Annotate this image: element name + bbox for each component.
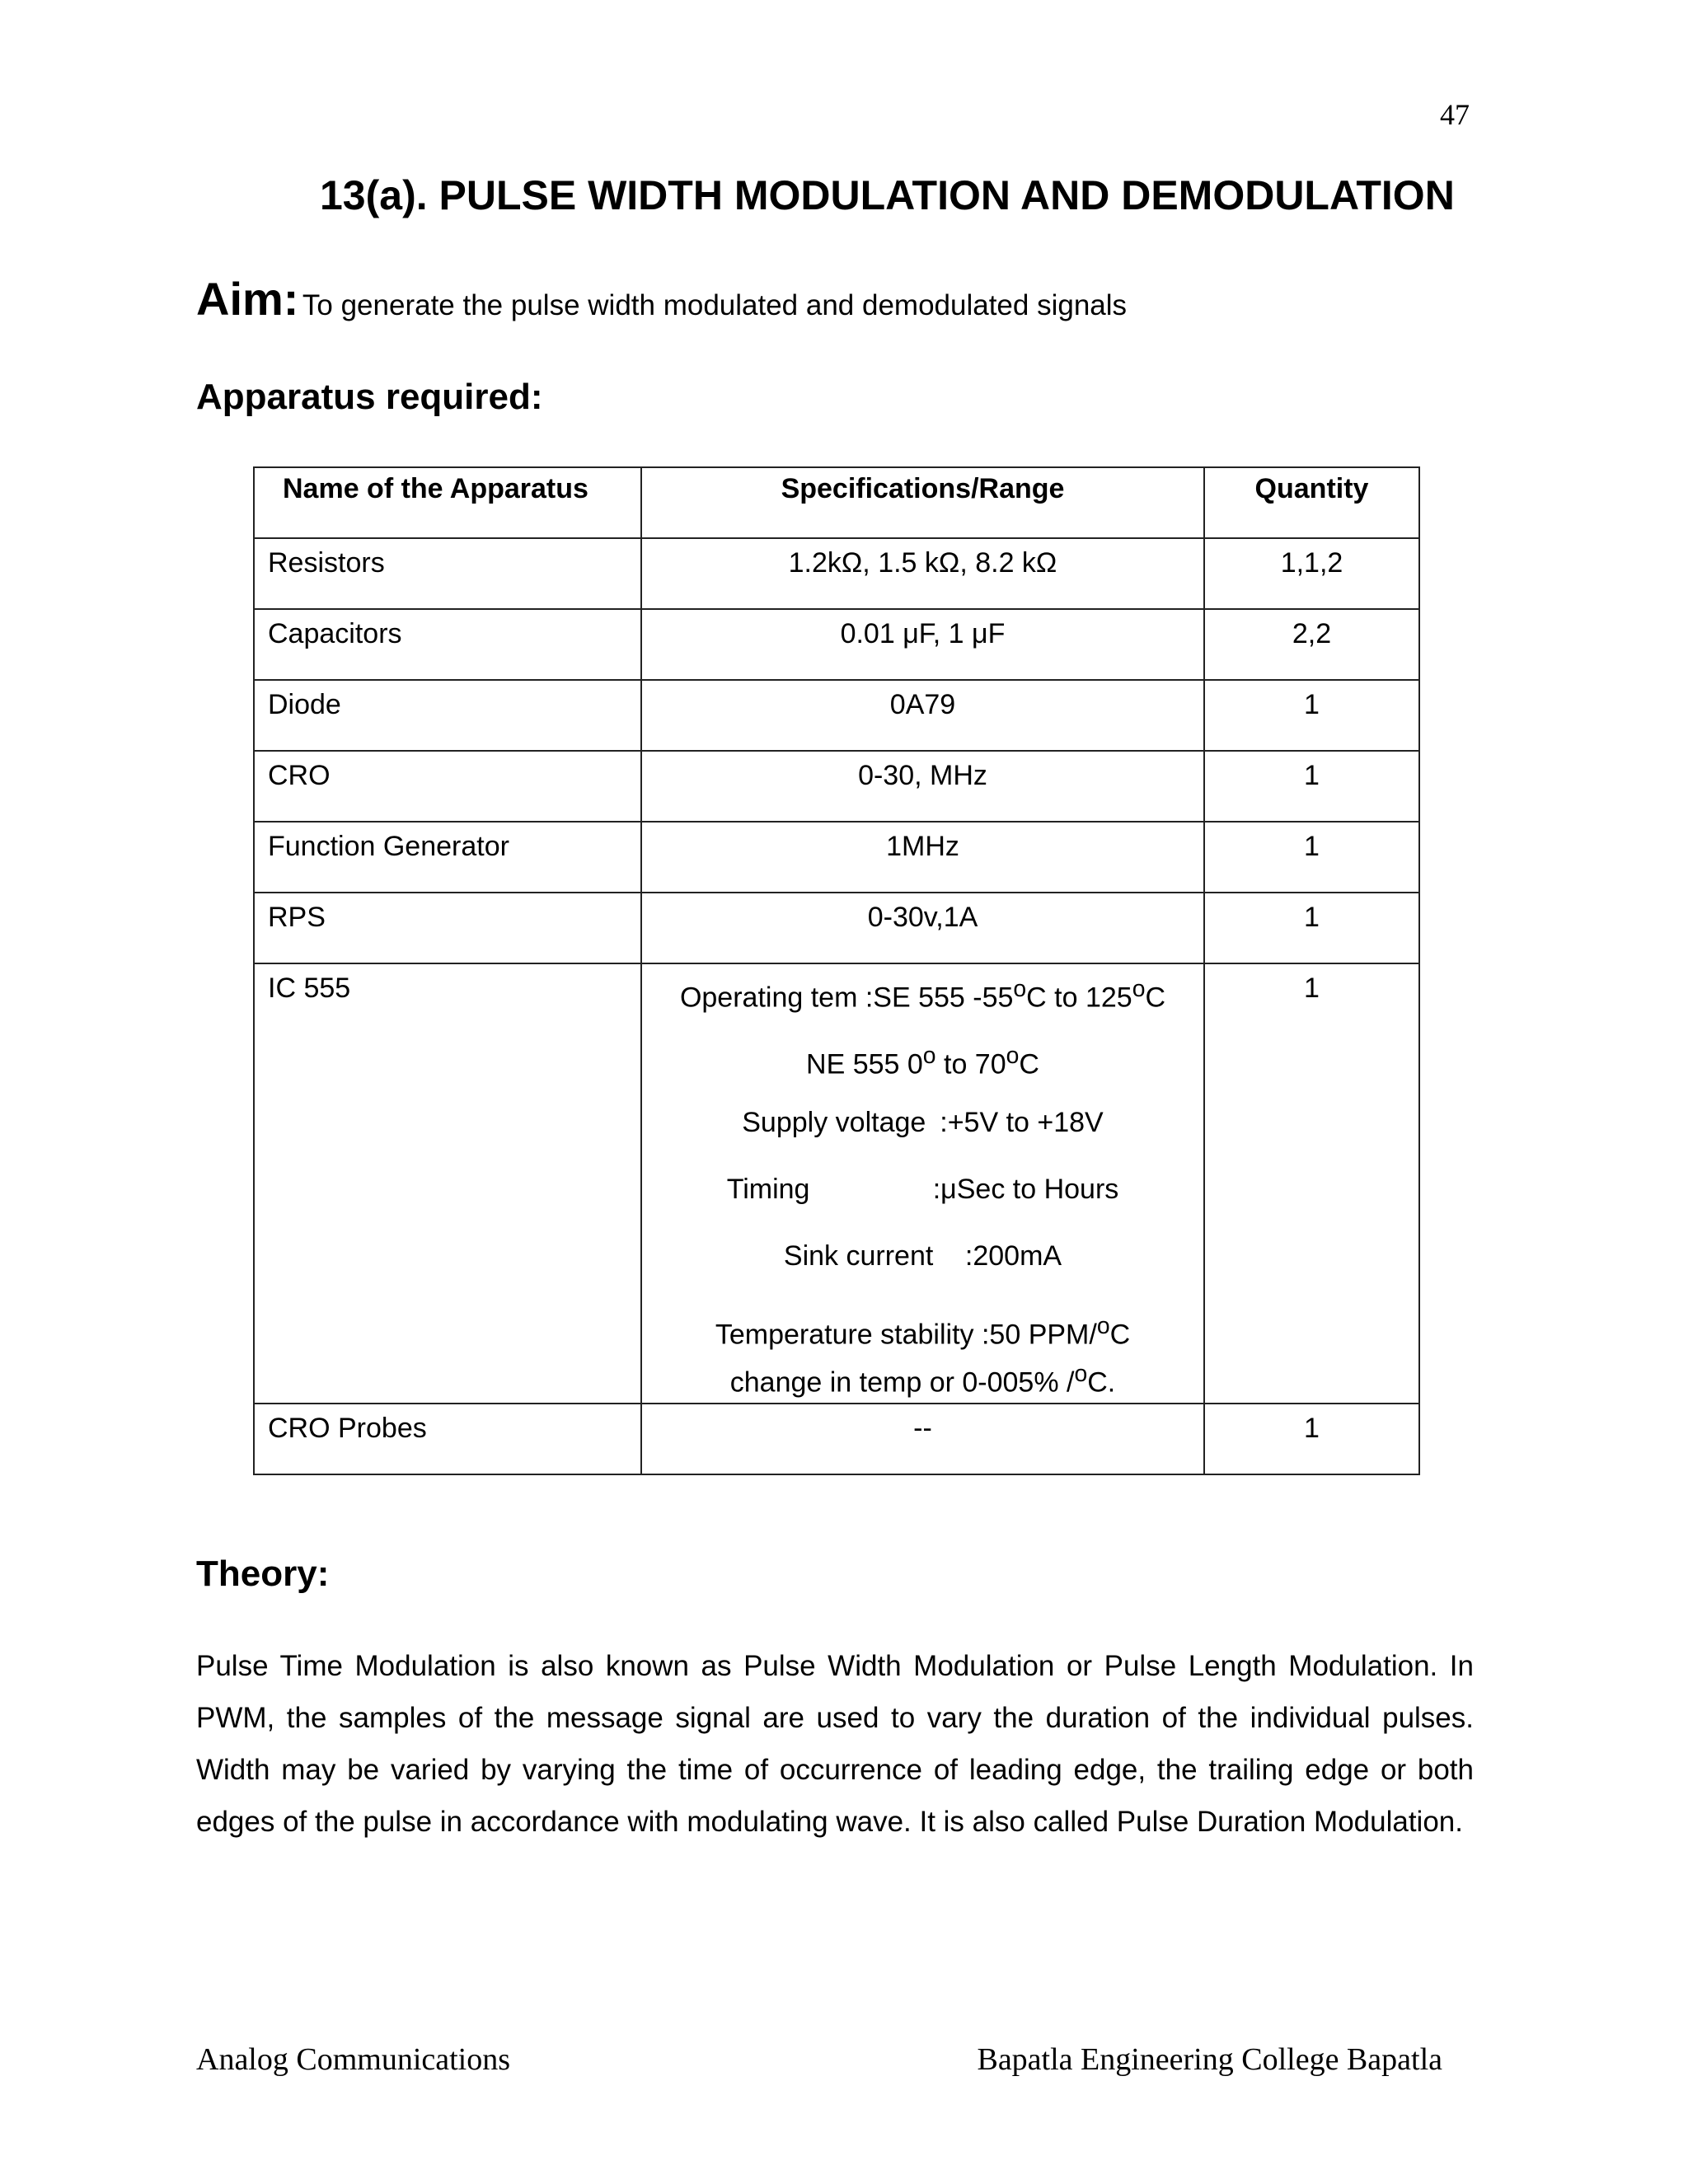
apparatus-quantity: 1	[1204, 751, 1419, 822]
apparatus-quantity: 1	[1204, 680, 1419, 751]
apparatus-quantity: 1	[1204, 1404, 1419, 1474]
apparatus-spec: 0-30, MHz	[641, 751, 1204, 822]
apparatus-spec: 0.01 μF, 1 μF	[641, 609, 1204, 680]
page-title: 13(a). PULSE WIDTH MODULATION AND DEMODULATION	[320, 172, 1455, 218]
aim-label: Aim:	[196, 273, 299, 325]
table-row	[254, 1404, 1419, 1474]
header-spec: Specifications/Range	[641, 467, 1204, 538]
table-row	[254, 680, 1419, 751]
header-quantity: Quantity	[1204, 467, 1419, 538]
theory-heading: Theory:	[196, 1554, 330, 1594]
apparatus-name: Capacitors	[254, 609, 641, 680]
table-row	[254, 609, 1419, 680]
apparatus-quantity: 1	[1204, 822, 1419, 893]
page-number: 47	[1440, 98, 1470, 131]
aim-text: To generate the pulse width modulated and demodulated signals	[302, 289, 1128, 321]
apparatus-quantity: 1,1,2	[1204, 538, 1419, 609]
table-row	[254, 822, 1419, 893]
footer-course: Analog Communications	[196, 2042, 511, 2077]
apparatus-name: RPS	[254, 893, 641, 963]
aim-section	[196, 272, 1127, 326]
table-header-row	[254, 467, 1419, 538]
apparatus-spec: 0-30v,1A	[641, 893, 1204, 963]
apparatus-name: Function Generator	[254, 822, 641, 893]
ic555-specs	[641, 963, 1204, 1404]
table-row	[254, 893, 1419, 963]
apparatus-name: Diode	[254, 680, 641, 751]
apparatus-spec: --	[641, 1404, 1204, 1474]
apparatus-name: CRO Probes	[254, 1404, 641, 1474]
supply-voltage-line: Supply voltage :+5V to +18V	[742, 1107, 1104, 1138]
apparatus-spec: 1.2kΩ, 1.5 kΩ, 8.2 kΩ	[641, 538, 1204, 609]
apparatus-name: IC 555	[254, 963, 641, 1404]
table-row	[254, 751, 1419, 822]
apparatus-quantity: 1	[1204, 963, 1419, 1404]
table-row	[254, 538, 1419, 609]
temperature-stability-line: Temperature stability :50 PPM/$^o$C change in temp or 0-005% /$^o$C.	[715, 1313, 1131, 1399]
operating-temp-line: Operating tem :SE 555 -55$^o$C to 125$^o$C	[679, 976, 1166, 1014]
apparatus-spec: 1MHz	[641, 822, 1204, 893]
apparatus-heading: Apparatus required:	[196, 377, 543, 417]
apparatus-spec: 0A79	[641, 680, 1204, 751]
footer-college: Bapatla Engineering College Bapatla	[977, 2042, 1442, 2077]
header-name: Name of the Apparatus	[254, 467, 641, 538]
table-row-ic555	[254, 963, 1419, 1404]
sink-current-line: Sink current :200mA	[783, 1240, 1062, 1272]
ne555-temp-line: NE 555 0$^o$ to 70$^o$C	[806, 1043, 1039, 1080]
apparatus-quantity: 1	[1204, 893, 1419, 963]
apparatus-quantity: 2,2	[1204, 609, 1419, 680]
apparatus-name: Resistors	[254, 538, 641, 609]
timing-line: Timing :μSec to Hours	[726, 1174, 1119, 1205]
apparatus-table	[253, 466, 1420, 1475]
theory-paragraph: Pulse Time Modulation is also known as Pulse Width Modulation or Pulse Length Modulation. In PWM, the samples of the message signal are used to vary the duration of the individual pulses. Width may be varied by varying the time of occurrence of leading edge, the trailing edge or both edges of the pulse in accordance with modulating wave. It is also called Pulse Duration Modulation.	[196, 1650, 1474, 1838]
apparatus-name: CRO	[254, 751, 641, 822]
